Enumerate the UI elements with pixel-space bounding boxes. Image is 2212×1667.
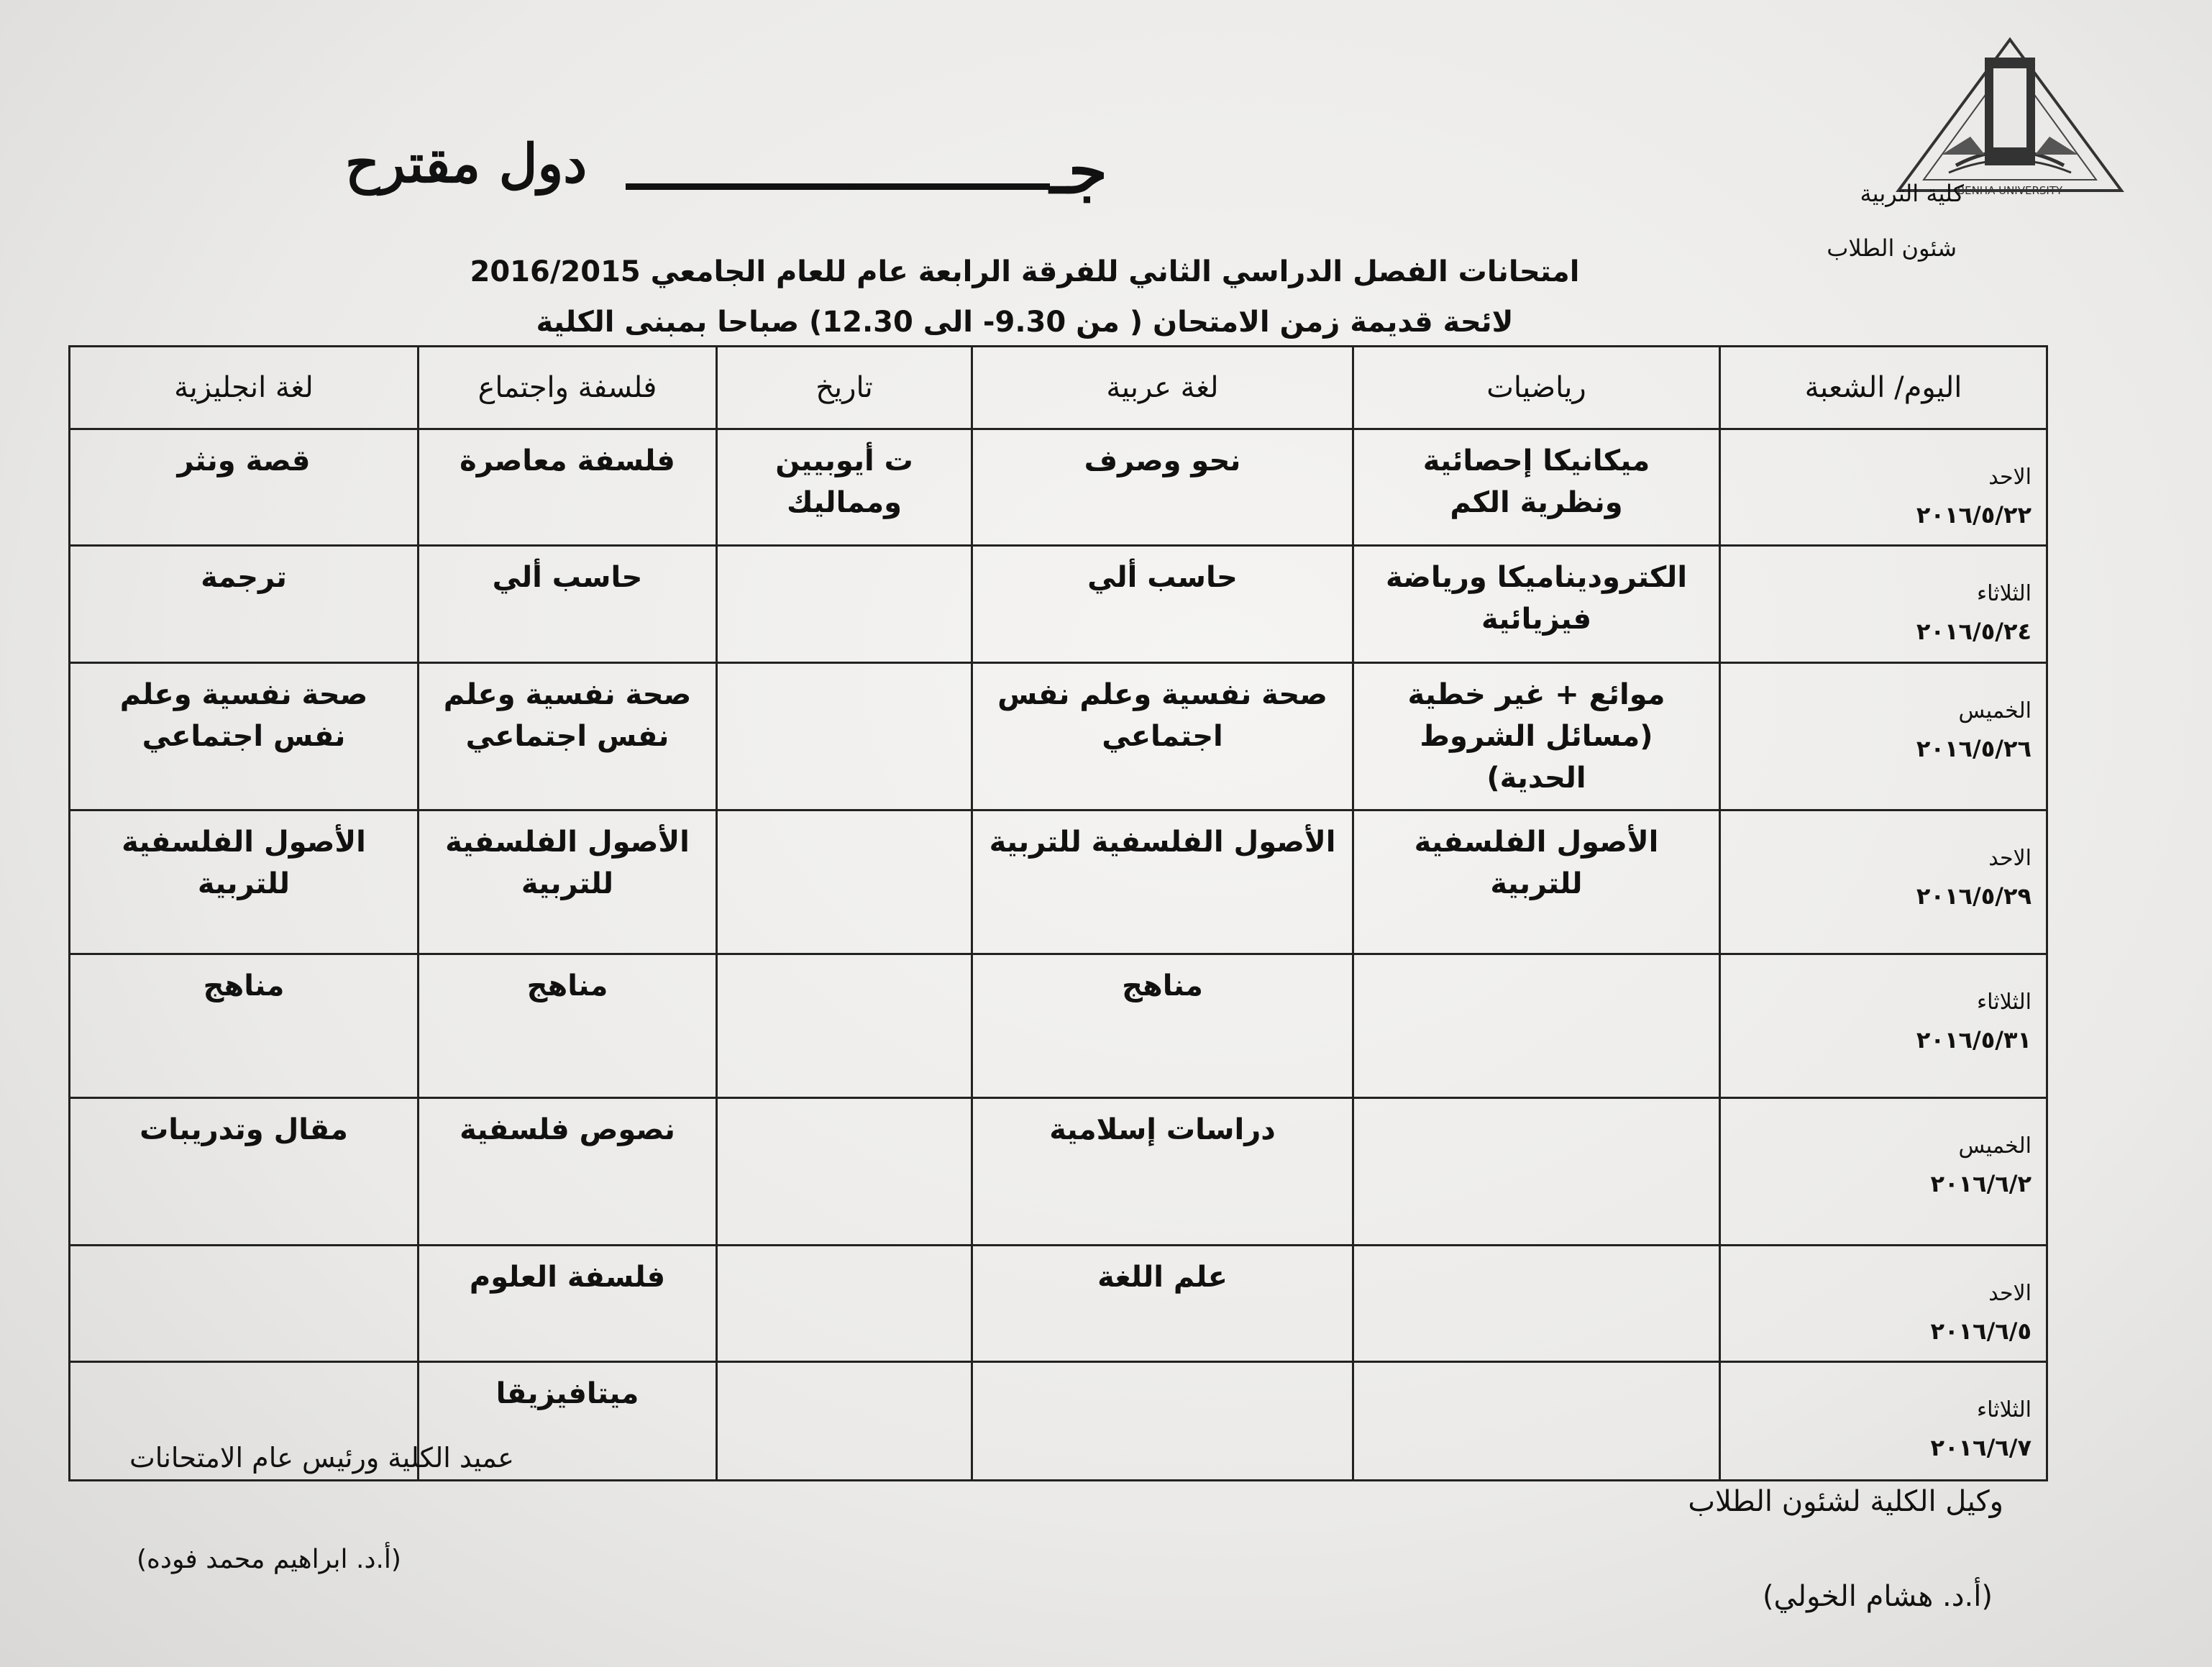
day-cell — [1720, 546, 2047, 662]
arabic-cell — [972, 1362, 1353, 1481]
table-row — [70, 662, 2047, 810]
philosophy-cell: صحة نفسية وعلم نفس اجتماعي — [419, 662, 717, 810]
logo-caption: BENHA UNIVERSITY — [1957, 184, 2063, 197]
department-name: شئون الطلاب — [1827, 234, 1957, 262]
day-date: ٢٠١٦/٦/٥ — [1930, 1317, 2032, 1345]
exam-schedule-table — [68, 345, 2048, 1481]
dean-name: (أ.د. ابراهيم محمد فوده) — [137, 1545, 401, 1574]
vice-dean-title: وكيل الكلية لشئون الطلاب — [1688, 1485, 2003, 1518]
day-name: الخميس — [1958, 698, 2032, 723]
math-cell — [1353, 1362, 1720, 1481]
philosophy-cell: مناهج — [419, 954, 717, 1097]
day-cell — [1720, 954, 2047, 1097]
philosophy-cell: الأصول الفلسفية للتربية — [419, 810, 717, 954]
english-cell: ترجمة — [70, 546, 419, 662]
day-name: الاحد — [1988, 1280, 2032, 1306]
math-cell — [1353, 1097, 1720, 1245]
english-cell — [70, 1245, 419, 1361]
dean-title: عميد الكلية ورئيس عام الامتحانات — [129, 1442, 514, 1474]
arabic-cell: صحة نفسية وعلم نفس اجتماعي — [972, 662, 1353, 810]
day-cell — [1720, 1362, 2047, 1481]
exam-time-subtitle: لائحة قديمة زمن الامتحان ( من 9.30- الى 12.30) صباحا بمبنى الكلية — [536, 306, 1514, 339]
table-row — [70, 429, 2047, 546]
benha-university-logo — [1884, 29, 2136, 201]
table-row — [70, 954, 2047, 1097]
philosophy-cell: حاسب ألي — [419, 546, 717, 662]
arabic-cell: دراسات إسلامية — [972, 1097, 1353, 1245]
day-name: الثلاثاء — [1976, 1397, 2032, 1423]
math-cell: الأصول الفلسفية للتربية — [1353, 810, 1720, 954]
arabic-cell: حاسب ألي — [972, 546, 1353, 662]
day-date: ٢٠١٦/٥/٣١ — [1916, 1026, 2032, 1054]
faculty-name: كلية التربية — [1860, 180, 1964, 207]
math-cell: موائع + غير خطية (مسائل الشروط الحدية) — [1353, 662, 1720, 810]
philosophy-cell: ميتافيزيقا — [419, 1362, 717, 1481]
history-cell — [717, 546, 972, 662]
table-row — [70, 1245, 2047, 1361]
day-name: الثلاثاء — [1976, 989, 2032, 1015]
history-cell — [717, 810, 972, 954]
table-row — [70, 810, 2047, 954]
vice-dean-name: (أ.د. هشام الخولي) — [1762, 1580, 1993, 1613]
table-header-row — [70, 347, 2047, 429]
arabic-cell: الأصول الفلسفية للتربية — [972, 810, 1353, 954]
day-date: ٢٠١٦/٥/٢٩ — [1916, 882, 2032, 910]
day-date: ٢٠١٦/٦/٧ — [1930, 1434, 2032, 1462]
english-cell: الأصول الفلسفية للتربية — [70, 810, 419, 954]
title-first-letter: جـ — [1049, 133, 1107, 208]
day-name: الاحد — [1988, 465, 2032, 490]
math-cell — [1353, 1245, 1720, 1361]
header-arabic: لغة عربية — [972, 347, 1353, 429]
table-row — [70, 546, 2047, 662]
day-name: الخميس — [1958, 1133, 2032, 1159]
day-cell — [1720, 1097, 2047, 1245]
day-date: ٢٠١٦/٦/٢ — [1930, 1169, 2032, 1197]
day-cell — [1720, 662, 2047, 810]
header-day: اليوم/ الشعبة — [1720, 347, 2047, 429]
header-english: لغة انجليزية — [70, 347, 419, 429]
philosophy-cell: نصوص فلسفية — [419, 1097, 717, 1245]
day-cell — [1720, 810, 2047, 954]
english-cell: مقال وتدريبات — [70, 1097, 419, 1245]
day-cell — [1720, 429, 2047, 546]
philosophy-cell: فلسفة معاصرة — [419, 429, 717, 546]
header-history: تاريخ — [717, 347, 972, 429]
table-row — [70, 1097, 2047, 1245]
title-rest: دول مقترح — [345, 133, 588, 195]
english-cell: صحة نفسية وعلم نفس اجتماعي — [70, 662, 419, 810]
math-cell — [1353, 954, 1720, 1097]
day-name: الثلاثاء — [1976, 581, 2032, 607]
history-cell — [717, 954, 972, 1097]
math-cell: ميكانيكا إحصائية ونظرية الكم — [1353, 429, 1720, 546]
history-cell: ت أيوبيين ومماليك — [717, 429, 972, 546]
day-cell — [1720, 1245, 2047, 1361]
arabic-cell: علم اللغة — [972, 1245, 1353, 1361]
header-math: رياضيات — [1353, 347, 1720, 429]
history-cell — [717, 1245, 972, 1361]
english-cell: قصة ونثر — [70, 429, 419, 546]
day-date: ٢٠١٦/٥/٢٢ — [1916, 501, 2032, 529]
philosophy-cell: فلسفة العلوم — [419, 1245, 717, 1361]
arabic-cell: مناهج — [972, 954, 1353, 1097]
history-cell — [717, 1097, 972, 1245]
header-philosophy: فلسفة واجتماع — [419, 347, 717, 429]
english-cell: مناهج — [70, 954, 419, 1097]
arabic-cell: نحو وصرف — [972, 429, 1353, 546]
title-kashida-line — [626, 183, 1050, 190]
day-name: الاحد — [1988, 845, 2032, 871]
exam-subtitle: امتحانات الفصل الدراسي الثاني للفرقة الرابعة عام للعام الجامعي 2016/2015 — [470, 255, 1580, 288]
history-cell — [717, 662, 972, 810]
document-title — [345, 119, 1107, 219]
day-date: ٢٠١٦/٥/٢٤ — [1916, 618, 2032, 646]
history-cell — [717, 1362, 972, 1481]
math-cell: الكترودیناميكا ورياضة فيزيائية — [1353, 546, 1720, 662]
day-date: ٢٠١٦/٥/٢٦ — [1916, 734, 2032, 762]
